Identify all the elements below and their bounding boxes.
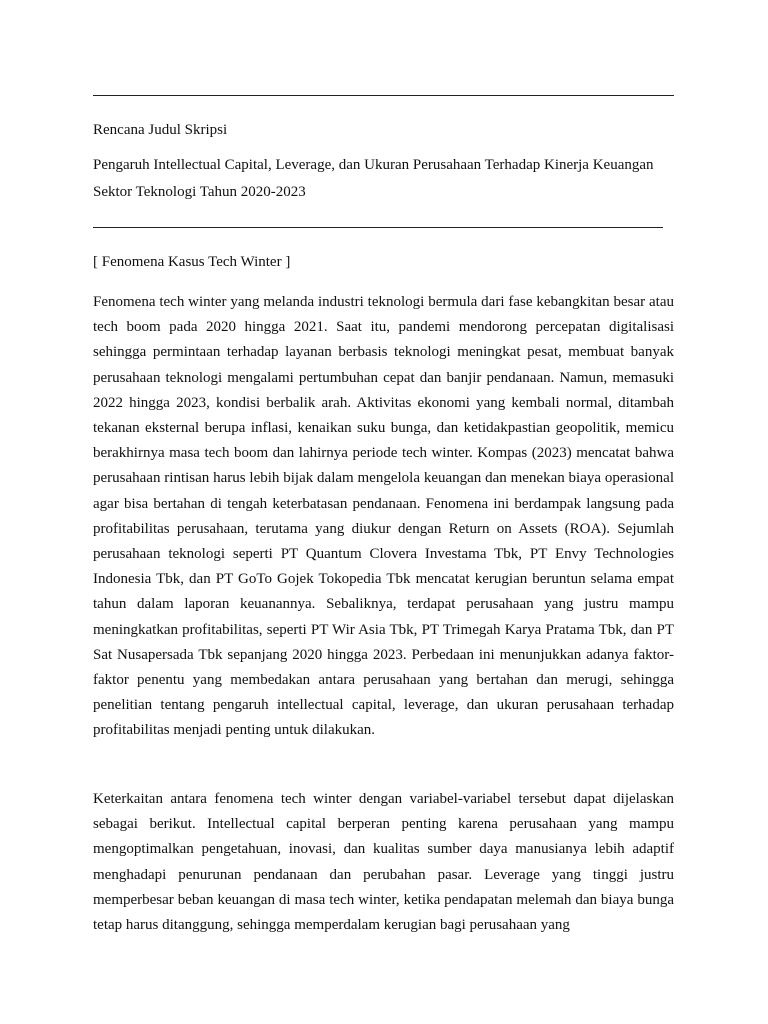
thesis-title-line-2: Sektor Teknologi Tahun 2020-2023 <box>93 184 306 200</box>
paragraph-tech-winter-phenomenon: Fenomena tech winter yang melanda industri teknologi bermula dari fase kebangkitan besar atau tech boom pada 2020 hingga 2021. Saat itu, pandemi mendorong percepatan digitalisasi sehingga permintaan terhadap layanan berbasis teknologi meningkat pesat, membuat banyak perusahaan teknologi mengalami pertumbuhan cepat dan banjir pendanaan. Namun, memasuki 2022 hingga 2023, kondisi berbalik arah. Aktivitas ekonomi yang kembali normal, ditambah tekanan eksternal berupa inflasi, kenaikan suku bunga, dan ketidakpastian geopolitik, memicu berakhirnya masa tech boom dan lahirnya periode tech winter. Kompas (2023) mencatat bahwa perusahaan rintisan harus lebih bijak dalam mengelola keuangan dan menekan biaya operasional agar bisa bertahan di tengah keterbatasan pendanaan. Fenomena ini berdampak langsung pada profitabilitas perusahaan, terutama yang diukur dengan Return on Assets (ROA). Sejumlah perusahaan teknologi seperti PT Quantum Clovera Investama Tbk, PT Envy Technologies Indonesia Tbk, dan PT GoTo Gojek Tokopedia Tbk mencatat kerugian beruntun selama empat tahun dalam laporan keuanannya. Sebaliknya, terdapat perusahaan yang justru mampu meningkatkan profitabilitas, seperti PT Wir Asia Tbk, PT Trimegah Karya Pratama Tbk, dan PT Sat Nusapersada Tbk sepanjang 2020 hingga 2023. Perbedaan ini menunjukkan adanya faktor-faktor penentu yang membedakan antara perusahaan yang bertahan dan merugi, sehingga penelitian tentang pengaruh intellectual capital, leverage, dan ukuran perusahaan terhadap profitabilitas menjadi penting untuk dilakukan. <box>93 294 674 739</box>
document-heading: Rencana Judul Skripsi <box>93 122 228 138</box>
paragraph-variable-linkage: Keterkaitan antara fenomena tech winter dengan variabel-variabel tersebut dapat dijelaskan sebagai berikut. Intellectual capital berperan penting karena perusahaan yang mampu mengoptimalkan pengetahuan, inovasi, dan kualitas sumber daya manusianya lebih adaptif menghadapi penurunan pendanaan dan perubahan pasar. Leverage yang tinggi justru memperbesar beban keuangan di masa tech winter, ketika pendapatan melemah dan biaya bunga tetap harus ditanggung, sehingga memperdalam kerugian bagi perusahaan yang <box>93 791 674 934</box>
title-divider <box>93 227 663 228</box>
thesis-title-line-1: Pengaruh Intellectual Capital, Leverage, dan Ukuran Perusahaan Terhadap Kinerja Keuangan <box>93 157 654 173</box>
section-label: [ Fenomena Kasus Tech Winter ] <box>93 254 291 270</box>
top-divider <box>93 95 674 96</box>
